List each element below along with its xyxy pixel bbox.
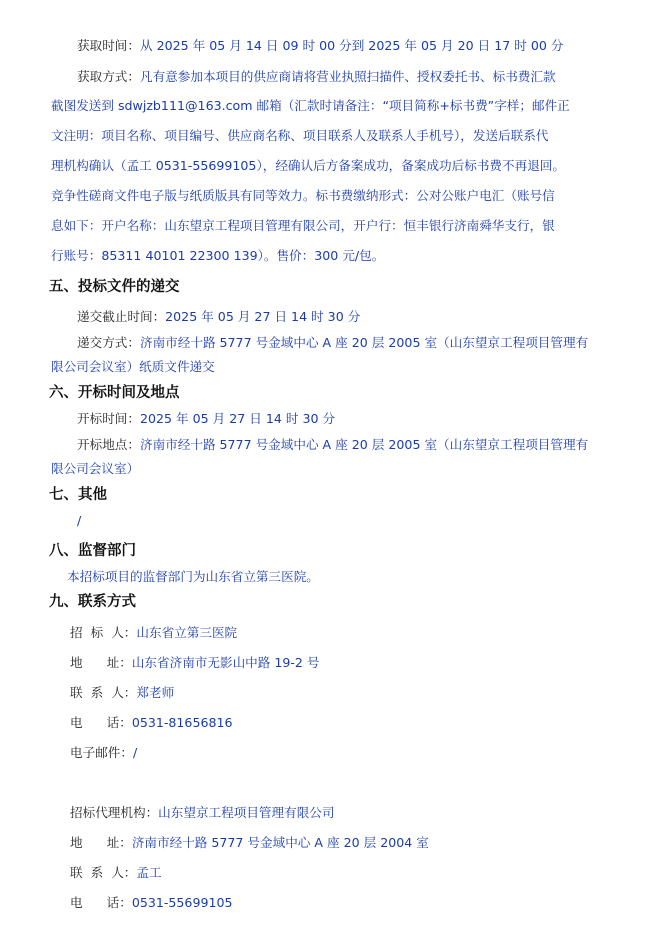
submit-deadline-line [77, 309, 360, 325]
acquire-method-text-1: 凡有意参加本项目的供应商请将营业执照扫描件、授权委托书、标书费汇款 [139, 69, 556, 84]
other-content: / [77, 513, 82, 528]
acquire-method-text-4: 理机构确认（孟工 0531-55699105），经确认后方备案成功，备案成功后标书费不再退回。 [51, 158, 565, 173]
tenderer-contact-label: 联 系 人： [70, 685, 137, 700]
section6-heading: 六、开标时间及地点 [49, 385, 180, 401]
submit-method-line [77, 335, 588, 351]
agency-contact-line [70, 865, 162, 881]
section9-heading: 九、联系方式 [49, 594, 136, 610]
section7-heading: 七、其他 [49, 487, 107, 503]
acquire-method-line [77, 69, 556, 85]
supervision-content: 本招标项目的监督部门为山东省立第三医院。 [67, 569, 319, 584]
agency-name-line [70, 805, 334, 821]
agency-phone-label: 电 话： [70, 895, 132, 910]
tenderer-name-value: 山东省立第三医院 [136, 625, 238, 640]
submit-method-value-2: 限公司会议室）纸质文件递交 [51, 359, 215, 374]
tenderer-phone-line [70, 715, 233, 731]
agency-contact-value: 孟工 [136, 865, 162, 880]
acquire-method-label: 获取方式： [77, 69, 140, 84]
tenderer-contact-value: 郑老师 [136, 685, 175, 700]
agency-name-value: 山东望京工程项目管理有限公司 [158, 805, 335, 820]
tenderer-email-line [70, 745, 137, 761]
agency-address-value: 济南市经十路 5777 号金域中心 A 座 20 层 2004 室 [131, 835, 429, 850]
submit-deadline-label: 递交截止时间： [77, 309, 166, 324]
submit-method-label: 递交方式： [77, 335, 140, 350]
section8-heading: 八、监督部门 [49, 543, 136, 559]
open-time-value: 2025 年 05 月 27 日 14 时 30 分 [139, 411, 336, 426]
tenderer-name-line [70, 625, 237, 641]
acquire-method-text-7: 行账号：85311 40101 22300 139）。售价：300 元/包。 [51, 248, 385, 263]
open-time-label: 开标时间： [77, 411, 140, 426]
tenderer-phone-label: 电 话： [70, 715, 132, 730]
acquire-method-text-5: 竞争性磋商文件电子版与纸质版具有同等效力。标书费缴纳形式：公对公账户电汇（账号信 [51, 188, 555, 203]
agency-address-label: 地 址： [70, 835, 132, 850]
acquire-time-label: 获取时间： [77, 38, 140, 53]
section5-heading: 五、投标文件的递交 [49, 279, 180, 295]
acquire-method-text-3: 文注明：项目名称、项目编号、供应商名称、项目联系人及联系人手机号），发送后联系代 [51, 128, 549, 143]
tenderer-email-value: / [132, 745, 138, 760]
acquire-time-line [77, 38, 563, 54]
tenderer-address-value: 山东省济南市无影山中路 19-2 号 [131, 655, 320, 670]
tenderer-phone-value: 0531-81656816 [131, 715, 233, 730]
open-place-label: 开标地点： [77, 437, 140, 452]
agency-name-label: 招标代理机构： [70, 805, 159, 820]
agency-contact-label: 联 系 人： [70, 865, 137, 880]
agency-phone-value: 0531-55699105 [131, 895, 233, 910]
acquire-method-text-6: 息如下：开户名称：山东望京工程项目管理有限公司，开户行：恒丰银行济南舜华支行，银 [51, 218, 555, 233]
open-place-value-1: 济南市经十路 5777 号金域中心 A 座 20 层 2005 室（山东望京工程项目管理有 [139, 437, 589, 452]
tenderer-address-line [70, 655, 320, 671]
tenderer-address-label: 地 址： [70, 655, 132, 670]
submit-deadline-value: 2025 年 05 月 27 日 14 时 30 分 [165, 309, 361, 324]
acquire-time-value: 从 2025 年 05 月 14 日 09 时 00 分到 2025 年 05 月 20 日 17 时 00 分 [139, 38, 564, 53]
tenderer-email-label: 电子邮件： [70, 745, 133, 760]
tenderer-contact-line [70, 685, 174, 701]
agency-address-line [70, 835, 429, 851]
submit-method-value-1: 济南市经十路 5777 号金域中心 A 座 20 层 2005 室（山东望京工程项目管理有 [139, 335, 589, 350]
acquire-method-text-2: 截图发送到 sdwjzb111@163.com 邮箱（汇款时请备注：“项目简称+标书费”字样；邮件正 [51, 98, 570, 113]
tenderer-name-label: 招 标 人： [70, 625, 137, 640]
open-time-line [77, 411, 335, 427]
agency-phone-line [70, 895, 233, 911]
open-place-value-2: 限公司会议室） [51, 461, 140, 476]
open-place-line [77, 437, 588, 453]
